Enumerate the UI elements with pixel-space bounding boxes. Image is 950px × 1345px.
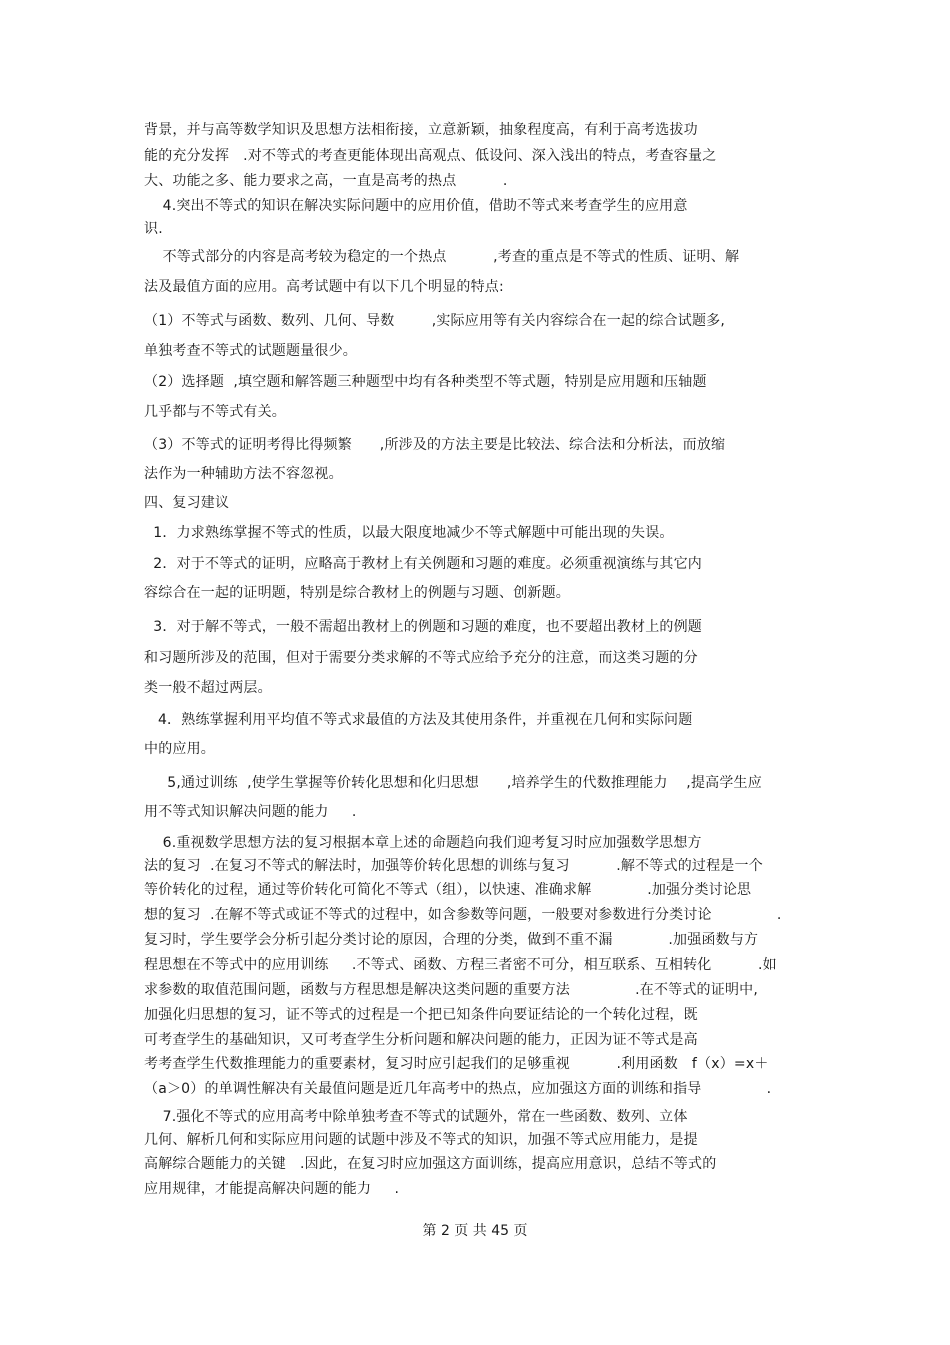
text-line: 应用规律，才能提高解决问题的能力 . (144, 1181, 400, 1197)
text-line: 4．熟练掌握利用平均值不等式求最值的方法及其使用条件，并重视在几何和实际问题 (144, 712, 693, 728)
text-line: 可考查学生的基础知识，又可考查学生分析问题和解决问题的能力，正因为证不等式是高 (144, 1032, 698, 1048)
text-line: 考考查学生代数推理能力的重要素材，复习时应引起我们的足够重视 .利用函数 f（x）=x＋ (144, 1056, 769, 1072)
text-line: 程思想在不等式中的应用训练 .不等式、函数、方程三者密不可分，相互联系、互相转化 .如 (144, 957, 777, 973)
text-line: 不等式部分的内容是高考较为稳定的一个热点 ,考查的重点是不等式的性质、证明、解 (144, 249, 740, 265)
text-line: 复习时，学生要学会分析引起分类讨论的原因，合理的分类，做到不重不漏 .加强函数与方 (144, 932, 759, 948)
text-line: 等价转化的过程，通过等价转化可简化不等式（组），以快速、准确求解 .加强分类讨论思 (144, 882, 752, 898)
text-line: 法作为一种辅助方法不容忽视。 (144, 466, 343, 482)
text-line: 2．对于不等式的证明，应略高于教材上有关例题和习题的难度。必须重视演练与其它内 (144, 556, 703, 572)
text-line: 容综合在一起的证明题，特别是综合教材上的例题与习题、创新题。 (144, 585, 570, 601)
text-line: 识. (144, 221, 163, 237)
text-line: 单独考查不等式的试题题量很少。 (144, 343, 357, 359)
text-line: 法的复习 .在复习不等式的解法时，加强等价转化思想的训练与复习 .解不等式的过程是一个 (144, 858, 763, 874)
text-line: （2）选择题 ,填空题和解答题三种题型中均有各种类型不等式题，特别是应用题和压轴题 (144, 374, 707, 390)
text-line: 3．对于解不等式，一般不需超出教材上的例题和习题的难度，也不要超出教材上的例题 (144, 619, 703, 635)
text-line: 5,通过训练 ,使学生掌握等价转化思想和化归思想 ,培养学生的代数推理能力 ,提高学生应 (144, 775, 762, 791)
text-line: 高解综合题能力的关键 .因此，在复习时应加强这方面训练，提高应用意识，总结不等式的 (144, 1156, 717, 1172)
text-line: 4.突出不等式的知识在解决实际问题中的应用价值，借助不等式来考查学生的应用意 (144, 198, 688, 214)
section-heading: 四、复习建议 (144, 495, 230, 511)
text-line: 1．力求熟练掌握不等式的性质，以最大限度地减少不等式解题中可能出现的失误。 (144, 525, 674, 541)
text-line: （3）不等式的证明考得比得频繁 ,所涉及的方法主要是比较法、综合法和分析法，而放缩 (144, 437, 726, 453)
text-line: 中的应用。 (144, 741, 215, 757)
text-line: 背景，并与高等数学知识及思想方法相衔接，立意新颖，抽象程度高，有利于高考选拔功 (144, 122, 698, 138)
text-line: 6.重视数学思想方法的复习根据本章上述的命题趋向我们迎考复习时应加强数学思想方 (144, 835, 702, 851)
text-line: 想的复习 .在解不等式或证不等式的过程中，如含参数等问题，一般要对参数进行分类讨论 . (144, 907, 782, 923)
text-line: 求参数的取值范围问题，函数与方程思想是解决这类问题的重要方法 .在不等式的证明中, (144, 982, 759, 998)
text-line: 7.强化不等式的应用高考中除单独考查不等式的试题外，常在一些函数、数列、立体 (144, 1109, 688, 1125)
text-line: 几何、解析几何和实际应用问题的试题中涉及不等式的知识，加强不等式应用能力，是提 (144, 1132, 698, 1148)
text-line: 用不等式知识解决问题的能力 . (144, 804, 357, 820)
text-line: 类一般不超过两层。 (144, 680, 272, 696)
text-line: 能的充分发挥 .对不等式的考查更能体现出高观点、低设问、深入浅出的特点，考查容量之 (144, 148, 717, 164)
text-line: 和习题所涉及的范围，但对于需要分类求解的不等式应给予充分的注意，而这类习题的分 (144, 650, 698, 666)
text-line: 加强化归思想的复习，证不等式的过程是一个把已知条件向要证结论的一个转化过程，既 (144, 1007, 698, 1023)
page-number-footer: 第 2 页 共 45 页 (422, 1223, 528, 1239)
text-line: 大、功能之多、能力要求之高，一直是高考的热点 . (144, 173, 508, 189)
text-line: 几乎都与不等式有关。 (144, 404, 286, 420)
text-line: （1）不等式与函数、数列、几何、导数 ,实际应用等有关内容综合在一起的综合试题多, (144, 313, 726, 329)
text-line: （a＞0）的单调性解决有关最值问题是近几年高考中的热点，应加强这方面的训练和指导 . (144, 1081, 772, 1097)
text-line: 法及最值方面的应用。高考试题中有以下几个明显的特点: (144, 279, 504, 295)
